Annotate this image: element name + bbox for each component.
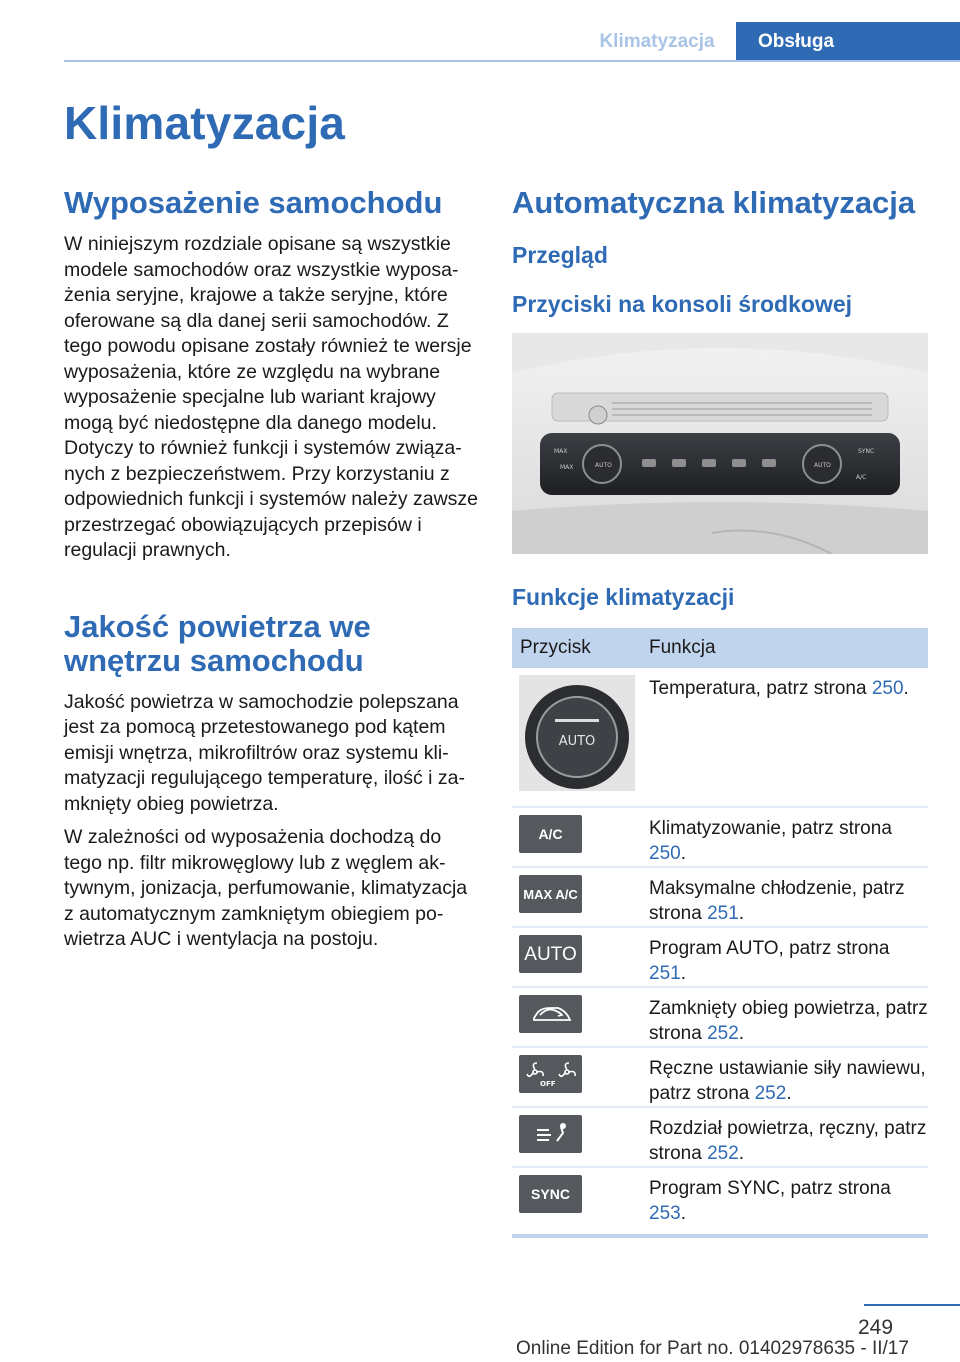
function-description: Program SYNC, patrz strona 253. <box>643 1167 928 1236</box>
function-description: Temperatura, patrz strona 250. <box>643 668 928 807</box>
ac-button-icon: A/C <box>519 815 582 853</box>
function-description: Program AUTO, patrz strona 251. <box>643 927 928 987</box>
subheading-functions: Funkcje klimatyzacji <box>512 584 735 610</box>
svg-text:MAX: MAX <box>554 448 568 455</box>
page-link[interactable]: 250 <box>649 843 681 864</box>
table-row <box>512 867 928 927</box>
page-link[interactable]: 251 <box>707 903 739 924</box>
table-row <box>512 1167 928 1236</box>
header-active-tab[interactable]: Obsługa <box>736 22 960 62</box>
knob-label: AUTO <box>558 734 596 749</box>
svg-text:MAX: MAX <box>560 464 574 471</box>
section-title-air-quality: Jakość powietrza we wnętrzu samochodu <box>64 608 371 678</box>
header-rule <box>64 60 960 62</box>
function-description: Maksymalne chłodzenie, patrz strona 251. <box>643 867 928 927</box>
header-section-tab[interactable]: Klimatyzacja <box>599 31 715 52</box>
table-row <box>512 1107 928 1167</box>
svg-text:SYNC: SYNC <box>858 448 875 455</box>
page-link[interactable]: 252 <box>707 1143 739 1164</box>
page-title: Klimatyzacja <box>64 97 346 149</box>
fan-icon <box>519 1055 582 1093</box>
section-title-equipment: Wyposażenie samochodu <box>64 185 443 220</box>
air-quality-paragraph-1: Jakość powietrza w samochodzie polepszana jest za pomocą przetestowanego pod kątem emisji wnętrza, mikrofiltrów oraz systemu klimatyzacji regulującego temperaturę, ilość i zamknięty obieg powietrza. <box>64 690 466 815</box>
function-description: Zamknięty obieg powietrza, patrz strona 252. <box>643 987 928 1047</box>
table-row <box>512 1047 928 1107</box>
right-column <box>512 186 928 318</box>
svg-text:A/C: A/C <box>856 474 867 481</box>
page-link[interactable]: 251 <box>649 963 681 984</box>
auto-button-icon: AUTO <box>519 935 582 973</box>
svg-text:AUTO: AUTO <box>595 462 612 469</box>
edition-note: Online Edition for Part no. 01402978635 - II/17 <box>516 1338 909 1359</box>
table-row <box>512 807 928 867</box>
page-link[interactable]: 250 <box>871 678 904 699</box>
page-number: 249 <box>858 1316 894 1339</box>
table-header-function: Funkcja <box>643 628 928 668</box>
page-link[interactable]: 252 <box>707 1023 739 1044</box>
recirculation-icon <box>519 995 582 1033</box>
table-row <box>512 927 928 987</box>
temperature-knob-icon <box>519 675 635 791</box>
page-link[interactable]: 253 <box>649 1203 681 1224</box>
function-description: Ręczne ustawianie siły nawiewu, patrz strona 252. <box>643 1047 928 1107</box>
equipment-paragraph: W niniejszym rozdziale opisane są wszystkie modele samochodów oraz wszystkie wyposażenia seryjne, krajowe a także seryjne, które oferowane są dla danej serii samochodów. Z tego powodu opisane zostały również te wersje wyposażenia, które ze względu na wybrane wyposażenie specjalne lub wariant krajowy mogą być niedostępne dla danego modelu. Dotyczy to również funkcji i systemów związanych z bezpieczeństwem. Przy korzystaniu z odpowiednich funkcji i systemów należy zawsze przestrzegać obowiązujących przepisów i regulacji prawnych. <box>64 233 479 561</box>
sync-button-icon: SYNC <box>519 1175 582 1213</box>
functions-table <box>512 628 928 1238</box>
air-distribution-icon <box>519 1115 582 1153</box>
svg-text:OFF: OFF <box>539 1080 556 1088</box>
table-row <box>512 987 928 1047</box>
air-quality-paragraph-2: W zależności od wyposażenia dochodzą do tego np. filtr mikrowęglowy lub z węglem aktywnym, jonizacja, perfumowanie, klimatyzacja z automatycznym zamkniętym obiegiem powietrza AUC i wentylacja na postoju. <box>64 826 468 950</box>
subheading-overview: Przegląd <box>512 242 608 268</box>
table-row <box>512 668 928 807</box>
section-title-auto-climate: Automatyczna klimatyzacja <box>512 185 916 220</box>
subheading-console-buttons: Przyciski na konsoli środkowej <box>512 291 853 317</box>
center-console-photo <box>512 333 928 554</box>
left-column <box>64 186 480 953</box>
footer-rule <box>864 1304 960 1306</box>
max-ac-button-icon: MAX A/C <box>519 875 582 913</box>
function-description: Rozdział powietrza, ręczny, patrz strona 252. <box>643 1107 928 1167</box>
table-header-button: Przycisk <box>512 628 643 668</box>
page-link[interactable]: 252 <box>754 1083 787 1104</box>
function-description: Klimatyzowanie, patrz strona 250. <box>643 807 928 867</box>
svg-text:AUTO: AUTO <box>814 462 831 469</box>
